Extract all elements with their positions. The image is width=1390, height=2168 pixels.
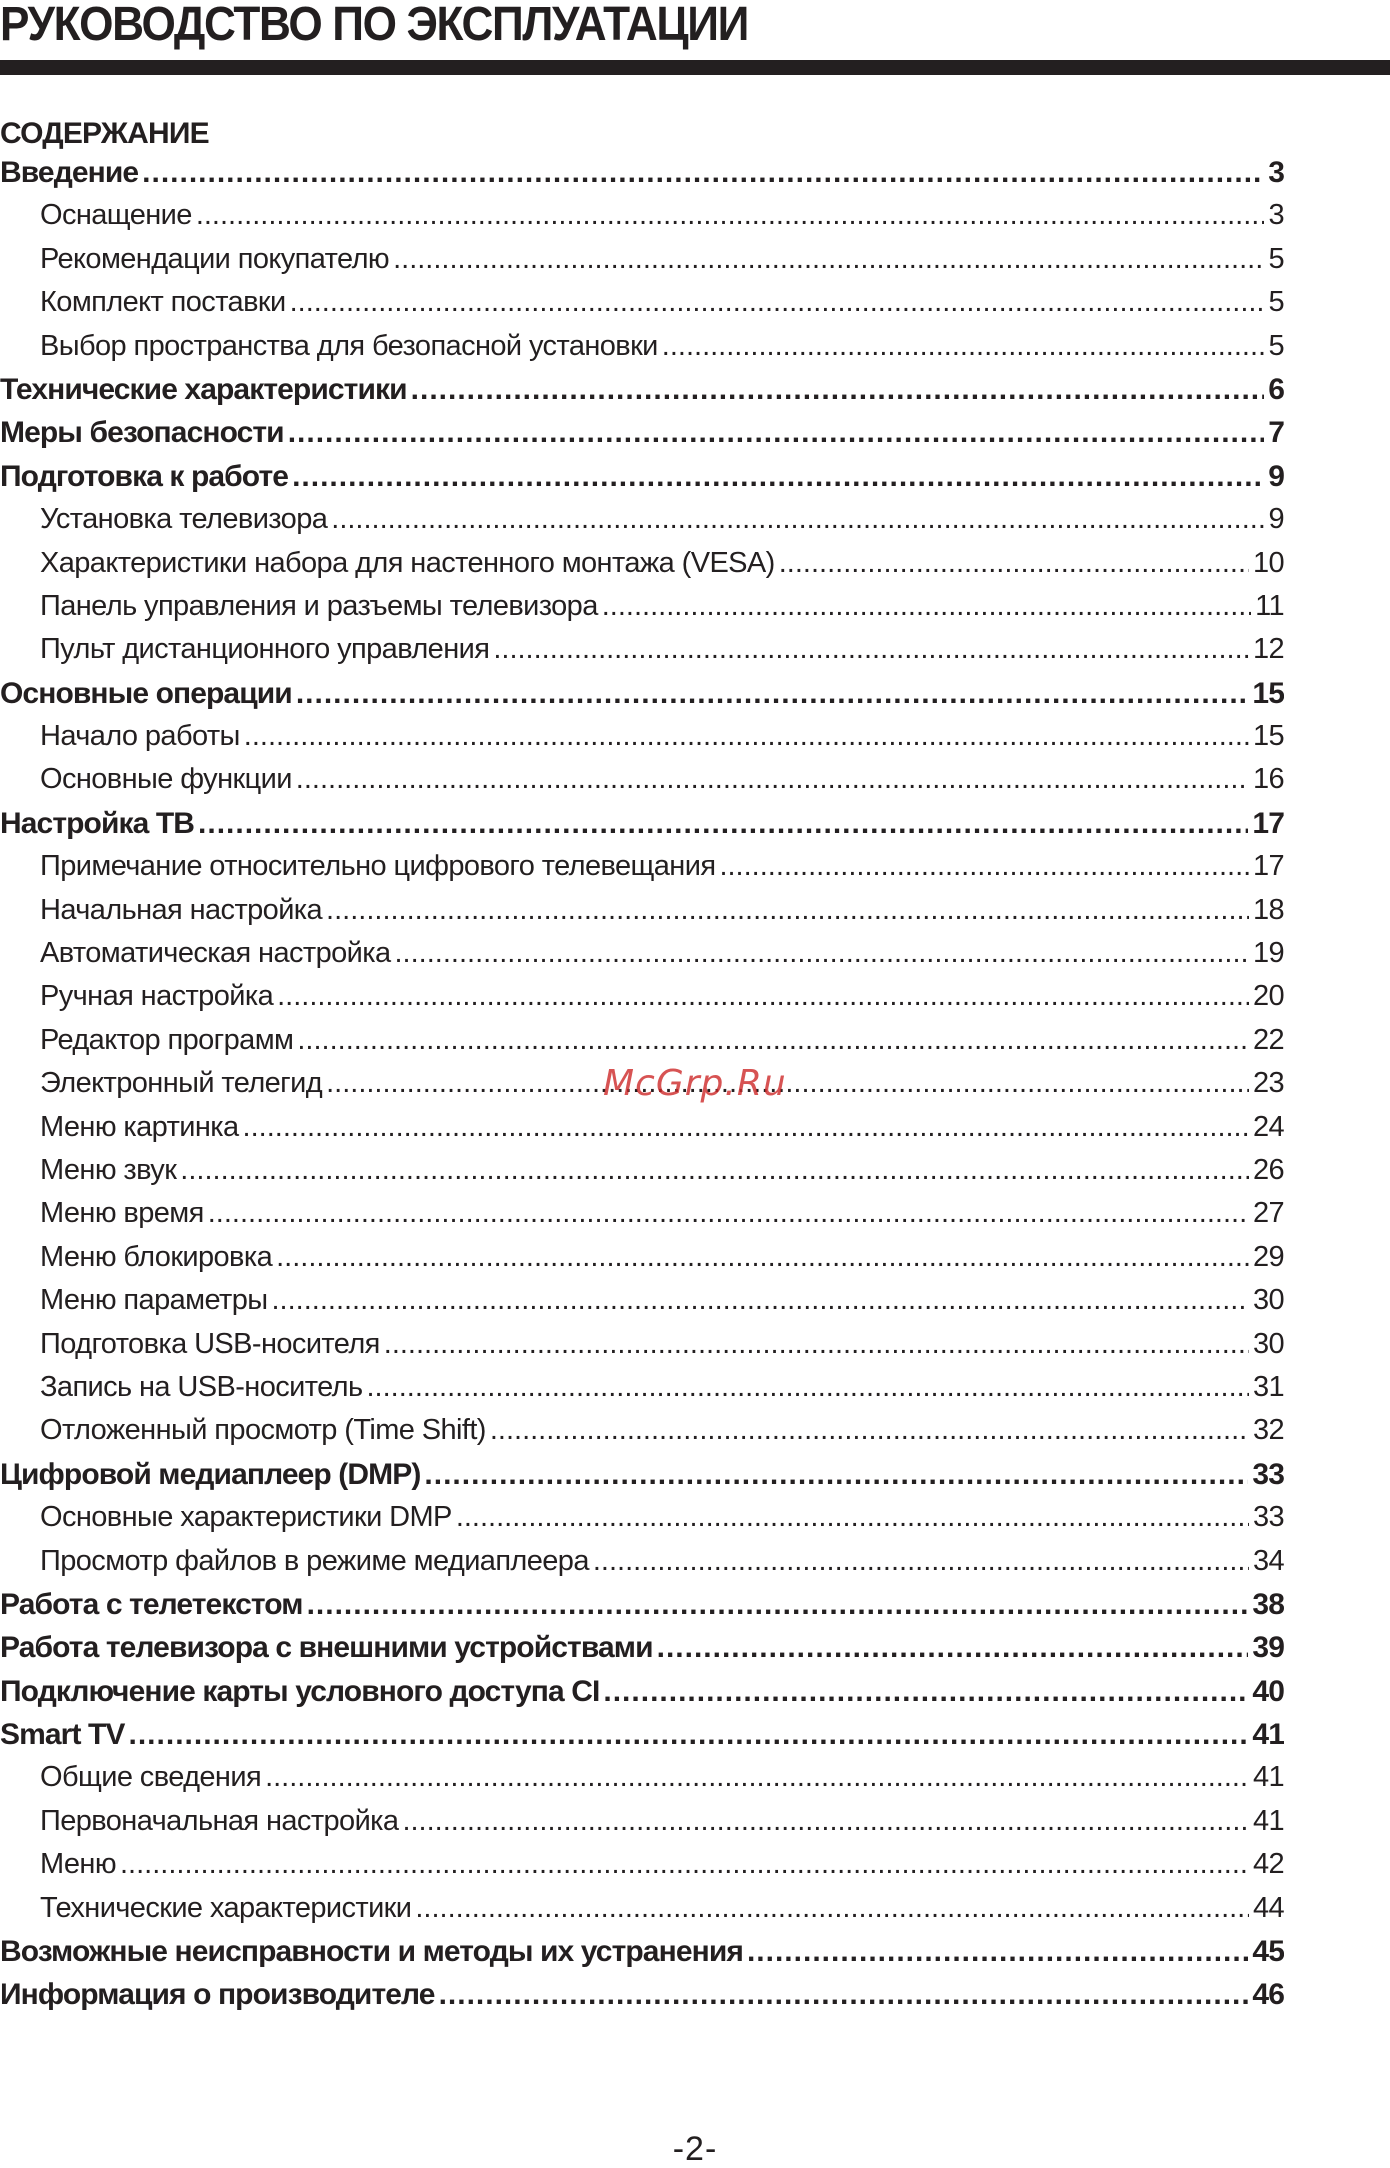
toc-entry-title: Работа телевизора с внешними устройствами: [0, 1631, 653, 1665]
toc-entry-title: Меню блокировка: [40, 1240, 273, 1273]
toc-entry-page-number: 41: [1252, 1761, 1284, 1794]
toc-entry-page-number: 10: [1252, 546, 1284, 579]
dot-leader: [142, 156, 1264, 190]
toc-subsection-entry[interactable]: [0, 1371, 1284, 1414]
toc-entry-title: Меню: [40, 1848, 116, 1881]
toc-entry-page-number: 17: [1252, 850, 1284, 883]
toc-entry-title: Пульт дистанционного управления: [40, 633, 490, 666]
title-divider: [0, 60, 1390, 75]
toc-entry-page-number: 40: [1252, 1674, 1284, 1708]
toc-subsection-entry[interactable]: [0, 199, 1284, 242]
toc-entry-title: Цифровой медиаплеер (DMP): [0, 1457, 421, 1491]
toc-subsection-entry[interactable]: [0, 1197, 1284, 1240]
toc-entry-page-number: 5: [1268, 286, 1284, 319]
dot-leader: [180, 1154, 1249, 1187]
toc-entry-page-number: 15: [1252, 676, 1284, 710]
toc-entry-page-number: 22: [1252, 1023, 1284, 1056]
toc-entry-page-number: 29: [1252, 1240, 1284, 1273]
toc-section-entry[interactable]: [0, 1978, 1284, 2021]
toc-entry-title: Начало работы: [40, 720, 240, 753]
toc-entry-title: Введение: [0, 156, 139, 189]
toc-section-entry[interactable]: [0, 156, 1284, 199]
toc-entry-title: Автоматическая настройка: [40, 937, 391, 970]
toc-entry-page-number: 46: [1252, 1978, 1284, 2012]
toc-subsection-entry[interactable]: [0, 243, 1284, 286]
toc-entry-page-number: 27: [1252, 1197, 1284, 1230]
toc-entry-title: Просмотр файлов в режиме медиаплеера: [40, 1544, 589, 1577]
dot-leader: [276, 1241, 1249, 1274]
toc-entry-page-number: 5: [1268, 329, 1284, 362]
toc-entry-page-number: 23: [1252, 1067, 1284, 1100]
dot-leader: [208, 1197, 1249, 1230]
toc-section-entry[interactable]: [0, 1631, 1284, 1674]
toc-entry-page-number: 3: [1268, 156, 1284, 189]
dot-leader: [747, 1935, 1248, 1969]
dot-leader: [296, 763, 1249, 796]
dot-leader: [424, 1458, 1248, 1492]
toc-entry-page-number: 45: [1252, 1935, 1284, 1969]
toc-entry-page-number: 44: [1252, 1891, 1284, 1924]
toc-subsection-entry[interactable]: [0, 1024, 1284, 1067]
toc-entry-title: Рекомендации покупателю: [40, 242, 390, 275]
toc-entry-title: Первоначальная настройка: [40, 1804, 399, 1837]
toc-subsection-entry[interactable]: [0, 547, 1284, 590]
toc-entry-page-number: 38: [1252, 1587, 1284, 1621]
toc-entry-title: Меню время: [40, 1197, 204, 1230]
dot-leader: [415, 1892, 1249, 1925]
toc-entry-page-number: 9: [1268, 503, 1284, 536]
dot-leader: [277, 980, 1249, 1013]
toc-subsection-entry[interactable]: [0, 894, 1284, 937]
page-title: РУКОВОДСТВО ПО ЭКСПЛУАТАЦИИ: [0, 0, 749, 51]
toc-entry-page-number: 7: [1268, 416, 1284, 450]
toc-entry-page-number: 33: [1252, 1457, 1284, 1491]
toc-subsection-entry[interactable]: [0, 1328, 1284, 1371]
toc-section-entry[interactable]: [0, 677, 1284, 720]
dot-leader: [662, 330, 1265, 363]
toc-section-entry[interactable]: [0, 460, 1284, 503]
watermark: McGrp.Ru: [603, 1063, 787, 1104]
toc-entry-page-number: 6: [1268, 372, 1284, 406]
toc-entry-page-number: 33: [1252, 1501, 1284, 1534]
toc-entry-title: Запись на USB-носитель: [40, 1370, 363, 1403]
toc-section-entry[interactable]: [0, 373, 1284, 416]
toc-entry-page-number: 9: [1268, 459, 1284, 493]
dot-leader: [296, 677, 1249, 711]
toc-entry-page-number: 11: [1255, 589, 1284, 622]
toc-entry-title: Основные операции: [0, 676, 292, 710]
dot-leader: [402, 1805, 1249, 1838]
toc-entry-title: Общие сведения: [40, 1761, 262, 1794]
dot-leader: [326, 894, 1249, 927]
toc-entry-page-number: 24: [1252, 1110, 1284, 1143]
toc-subsection-entry[interactable]: [0, 286, 1284, 329]
toc-entry-page-number: 15: [1252, 720, 1284, 753]
toc-subsection-entry[interactable]: [0, 590, 1284, 633]
toc-subsection-entry[interactable]: [0, 1892, 1284, 1935]
dot-leader: [198, 807, 1248, 841]
toc-entry-title: Комплект поставки: [40, 286, 286, 319]
toc-entry-page-number: 34: [1252, 1544, 1284, 1577]
toc-entry-title: Информация о производителе: [0, 1978, 435, 2012]
toc-entry-title: Отложенный просмотр (Time Shift): [40, 1414, 486, 1447]
toc-subsection-entry[interactable]: [0, 1414, 1284, 1457]
toc-entry-page-number: 5: [1268, 242, 1284, 275]
toc-subsection-entry[interactable]: [0, 1545, 1284, 1588]
toc-heading: СОДЕРЖАНИЕ: [0, 117, 209, 150]
toc-entry-title: Меню звук: [40, 1153, 177, 1186]
dot-leader: [290, 286, 1265, 319]
toc-section-entry[interactable]: [0, 416, 1284, 459]
toc-entry-page-number: 26: [1252, 1153, 1284, 1186]
toc-subsection-entry[interactable]: [0, 1111, 1284, 1154]
toc-subsection-entry[interactable]: [0, 850, 1284, 893]
dot-leader: [265, 1761, 1249, 1794]
toc-subsection-entry[interactable]: [0, 1761, 1284, 1804]
toc-subsection-entry[interactable]: [0, 763, 1284, 806]
toc-entry-title: Панель управления и разъемы телевизора: [40, 589, 598, 622]
toc-entry-title: Возможные неисправности и методы их устранения: [0, 1935, 743, 1969]
toc-entry-page-number: 16: [1252, 763, 1284, 796]
dot-leader: [493, 633, 1249, 666]
toc-entry-page-number: 39: [1252, 1631, 1284, 1665]
dot-leader: [602, 590, 1251, 623]
dot-leader: [288, 416, 1264, 450]
toc-entry-page-number: 30: [1252, 1284, 1284, 1317]
dot-leader: [779, 547, 1249, 580]
toc-entry-page-number: 42: [1252, 1848, 1284, 1881]
dot-leader: [307, 1588, 1249, 1622]
toc-entry-title: Подготовка USB-носителя: [40, 1327, 380, 1360]
toc-subsection-entry[interactable]: [0, 1805, 1284, 1848]
dot-leader: [395, 937, 1249, 970]
toc-entry-title: Меню картинка: [40, 1110, 239, 1143]
dot-leader: [603, 1675, 1248, 1709]
page-number: -2-: [672, 2130, 718, 2168]
toc-subsection-entry[interactable]: [0, 633, 1284, 676]
toc-entry-page-number: 41: [1252, 1804, 1284, 1837]
dot-leader: [490, 1414, 1249, 1447]
toc-entry-page-number: 20: [1252, 980, 1284, 1013]
toc-entry-title: Smart TV: [0, 1718, 125, 1752]
toc-subsection-entry[interactable]: [0, 1241, 1284, 1284]
toc-entry-page-number: 19: [1252, 937, 1284, 970]
toc-entry-page-number: 32: [1252, 1414, 1284, 1447]
toc-entry-title: Меню параметры: [40, 1284, 268, 1317]
toc-entry-title: Технические характеристики: [0, 372, 407, 406]
toc-section-entry[interactable]: [0, 807, 1284, 850]
toc-entry-title: Редактор программ: [40, 1023, 294, 1056]
dot-leader: [719, 850, 1249, 883]
toc-subsection-entry[interactable]: [0, 330, 1284, 373]
toc-section-entry[interactable]: [0, 1588, 1284, 1631]
toc-entry-title: Начальная настройка: [40, 893, 323, 926]
toc-entry-title: Характеристики набора для настенного монтажа (VESA): [40, 546, 775, 579]
toc-entry-title: Примечание относительно цифрового телевещания: [40, 850, 716, 883]
toc-entry-page-number: 18: [1252, 893, 1284, 926]
dot-leader: [297, 1024, 1249, 1057]
dot-leader: [120, 1848, 1249, 1881]
toc-entry-title: Ручная настройка: [40, 980, 274, 1013]
toc-entry-title: Выбор пространства для безопасной установки: [40, 329, 658, 362]
dot-leader: [331, 503, 1264, 536]
dot-leader: [292, 460, 1264, 494]
toc-subsection-entry[interactable]: [0, 980, 1284, 1023]
toc-section-entry[interactable]: [0, 1718, 1284, 1761]
toc-subsection-entry[interactable]: [0, 937, 1284, 980]
dot-leader: [456, 1501, 1249, 1534]
dot-leader: [593, 1545, 1249, 1578]
toc-entry-title: Подключение карты условного доступа CI: [0, 1674, 600, 1708]
toc-subsection-entry[interactable]: [0, 1284, 1284, 1327]
toc-entry-title: Подготовка к работе: [0, 459, 289, 493]
dot-leader: [384, 1328, 1249, 1361]
toc-entry-page-number: 3: [1268, 199, 1284, 232]
dot-leader: [439, 1978, 1249, 2012]
toc-entry-title: Меры безопасности: [0, 416, 284, 450]
toc-entry-page-number: 31: [1252, 1370, 1284, 1403]
toc-section-entry[interactable]: [0, 1675, 1284, 1718]
toc-entry-page-number: 41: [1252, 1718, 1284, 1752]
dot-leader: [129, 1718, 1249, 1752]
toc-section-entry[interactable]: [0, 1935, 1284, 1978]
toc-section-entry[interactable]: [0, 1458, 1284, 1501]
dot-leader: [393, 243, 1264, 276]
toc-subsection-entry[interactable]: [0, 503, 1284, 546]
toc-entry-title: Оснащение: [40, 199, 192, 232]
toc-entry-title: Основные характеристики DMP: [40, 1501, 452, 1534]
toc-entry-title: Технические характеристики: [40, 1891, 412, 1924]
dot-leader: [411, 373, 1265, 407]
dot-leader: [244, 720, 1249, 753]
toc-entry-page-number: 17: [1252, 806, 1284, 840]
toc-subsection-entry[interactable]: [0, 720, 1284, 763]
dot-leader: [326, 1067, 1249, 1100]
toc-subsection-entry[interactable]: [0, 1848, 1284, 1891]
toc-entry-page-number: 12: [1252, 633, 1284, 666]
toc-subsection-entry[interactable]: [0, 1501, 1284, 1544]
toc-entry-title: Работа с телетекстом: [0, 1587, 303, 1621]
toc-entry-title: Электронный телегид: [40, 1067, 323, 1100]
dot-leader: [243, 1111, 1249, 1144]
toc-entry-page-number: 30: [1252, 1327, 1284, 1360]
dot-leader: [196, 199, 1265, 232]
toc-entry-title: Настройка ТВ: [0, 806, 195, 840]
dot-leader: [367, 1371, 1249, 1404]
dot-leader: [271, 1284, 1248, 1317]
dot-leader: [657, 1631, 1249, 1665]
toc-subsection-entry[interactable]: [0, 1154, 1284, 1197]
toc-entry-title: Основные функции: [40, 763, 292, 796]
toc-entry-title: Установка телевизора: [40, 503, 328, 536]
